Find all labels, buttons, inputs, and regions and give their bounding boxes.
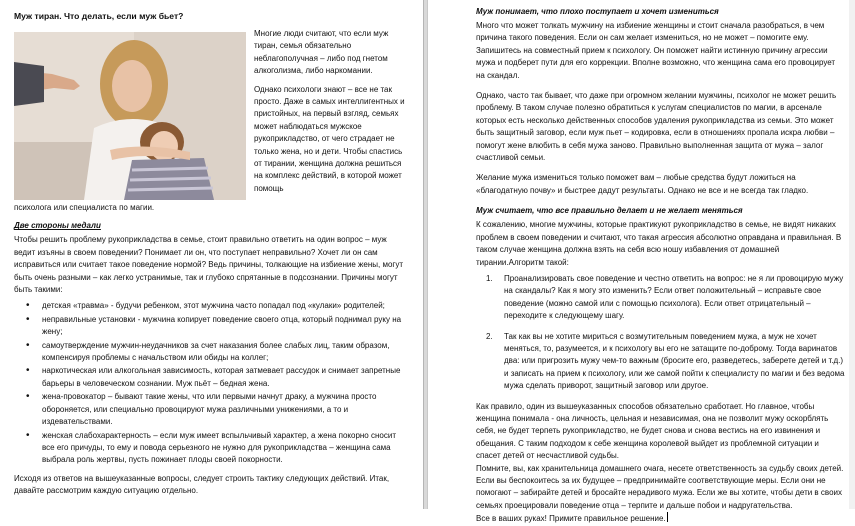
article-title: Муж тиран. Что делать, если муж бьет?	[14, 11, 184, 21]
document-page-right[interactable]	[428, 0, 855, 524]
heading-husband-wants-change: Муж понимает, что плохо поступает и хочет измениться	[476, 7, 719, 16]
step-text: Проанализировать свое поведение и честно ответить на вопрос: не я ли провоцирую мужу на скандалы? Как я могу это изменить? Если ответ положительный – исправьте свое поведение (можно самой или с помощью психолога). Если ответ отрицательный – переходите к следующему шагу.	[504, 273, 844, 321]
list-item: • самоутверждение мужчин-неудачников за счет наказания более слабых лиц, таким образом, компенсируя проблемы с начальством или обиды на коллег;	[36, 340, 407, 365]
paragraph: Помните, вы, как хранительница домашнего очага, несете ответственность за судьбу своих детей. Если вы беспокоитесь за их будущее – предпринимайте соответствующие меры. Если они не помогают – забирайте детей и бросайте нерадивого мужа. Если же вы хотите, чтобы дети в своих семьях проецировали поведение отца – терпите и дальше побои и надругательства.	[476, 463, 844, 510]
section-heading-two-sides: Две стороны медали	[14, 221, 101, 231]
step-number: 1.	[486, 273, 493, 283]
algorithm-steps-list	[476, 273, 845, 393]
scrollbar-track[interactable]	[849, 0, 855, 509]
paragraph: К сожалению, многие мужчины, которые практикуют рукоприкладство в семье, не видят никаких проблем в своем поведении и считают, что такая агрессия абсолютно оправдана и правильная. В таком случае женщина должна взять на себя всю ношу избавления от домашней тирании.Алгоритм такой:	[476, 220, 842, 267]
list-item	[486, 331, 845, 393]
closing-line[interactable]	[476, 512, 845, 525]
paragraph: Однако, часто так бывает, что даже при огромном желании мужчины, психолог не может решить проблему. В таком случае полезно обратиться к услугам специалистов по магии, в арсенале которых есть несколько действенных способов удаления рукоприкладства из семьи. Это может быть защитный заговор, если муж пьет – кодировка, если в отношениях пропала искра любви – помогут жене влюбить в себя мужа заново. Правильно выполненная защита от мужа – залог счастливой семьи.	[476, 91, 837, 163]
intro-paragraph-continuation: психолога или специалиста по магии.	[14, 203, 155, 212]
document-page-left[interactable]	[0, 0, 423, 509]
list-item: • жена-провокатор – бывают такие жены, что или первыми начнут драку, а мужчина просто обороняется, или специально провоцируют мужа различными унижениями, а то и издевательствами.	[36, 391, 407, 428]
step-text: Так как вы не хотите мириться с возмутительным поведением мужа, а муж не хочет меняться, то, разумеется, и к психологу вы его не затащите по-доброму. Тогда варинатов два: или пригрозить мужу чем-то важным (бросите его, разведетесь, заберете детей и т.д.) и записать на прием к психологу, или же самой пойти к специалисту по магии и без ведома мужа сделать приворот, защитный заговор или другое.	[504, 331, 845, 391]
list-item: • неправильные установки - мужчина копирует поведение своего отца, который поднимал руку на жену;	[36, 314, 407, 339]
list-item: • наркотическая или алкогольная зависимость, которая затмевает рассудок и снимает запретные барьеры в человеческом сознании. Муж пьёт – бедная жена.	[36, 365, 407, 390]
heading-husband-refuses-change: Муж считает, что все правильно делает и не желает меняться	[476, 206, 743, 216]
causes-outro-paragraph: Исходя из ответов на вышеуказанные вопросы, следует строить тактику следующих действий. Итак, давайте рассмотрим каждую ситуацию отдельно.	[14, 473, 390, 496]
text-cursor	[667, 512, 668, 522]
paragraph: Как правило, один из вышеуказанных способов обязательно сработает. Но главное, чтобы женщина понимала - она личность, цельная и независимая, она не позволит мужу оскорблять себя, не будет терпеть рукоприкладство, не будет снова и снова вестись на его извинения и обещания. С таким подходом к себе женщина королевой выйдет из проблемной ситуации и спасет детей от несчастливой судьбы.	[476, 401, 829, 461]
list-item	[486, 273, 845, 323]
intro-paragraph-2: Однако психологи знают – все не так просто. Даже в самых интеллигентных и пристойных, на первый взгляд, семьях может наблюдаться мужское рукоприкладство, от чего страдает не только жена, но и дети. Чтобы спастись от тирании, женщина должна решиться на комплекс действий, в которой может помощь	[254, 84, 405, 193]
paragraph: Желание мужа измениться только поможет вам – любые средства будут ложиться на «благодатную почву» и быстрее дадут результаты. Однако не все и не всегда так гладко.	[476, 173, 809, 195]
list-item: • женская слабохарактерность – если муж имеет вспыльчивый характер, а жена покорно сносит все его причуды, то ему и повода серьезного не нужно для рукоприкладства – женщина сама выбрала роль жертвы, пусть пожинает плоды своей покорности.	[36, 430, 407, 467]
closing-text: Все в ваших руках! Примите правильное решение.	[476, 514, 666, 524]
mother-hugging-child-photo	[14, 32, 246, 200]
causes-intro-paragraph: Чтобы решить проблему рукоприкладства в семье, стоит правильно ответить на один вопрос – муж ведит изъяны в своем поведении? Понимает ли он, что поступает неправильно? Хочет ли он сам исправиться или считает такое поведение нормой? Ведь причины, толкающие на избиение жены, могут быть очень разными – как легко устранимые, так и глубоко спрятанные в подсознании. Причины могут быть такими:	[14, 235, 403, 295]
paragraph: Много что может толкать мужчину на избиение женщины и стоит сначала разобраться, в чем причина такого поведения. Если он сам желает измениться, но не может – помогите ему. Запишитесь на совместный прием к психологу. Он поможет найти истинную причину агрессии мужа и подберет пути для его коррекции. Вполне возможно, что женщина сама его провоцирует на скандал.	[476, 21, 836, 80]
causes-list	[14, 300, 407, 466]
list-item: • детская «травма» - будучи ребенком, этот мужчина часто попадал под «кулаки» родителей;	[36, 300, 407, 312]
intro-paragraph-1: Многие люди считают, что если муж тиран, семья обязательно неблагополучная – либо под гнетом алкоголизма, либо наркомании.	[254, 29, 389, 76]
step-number: 2.	[486, 331, 493, 341]
